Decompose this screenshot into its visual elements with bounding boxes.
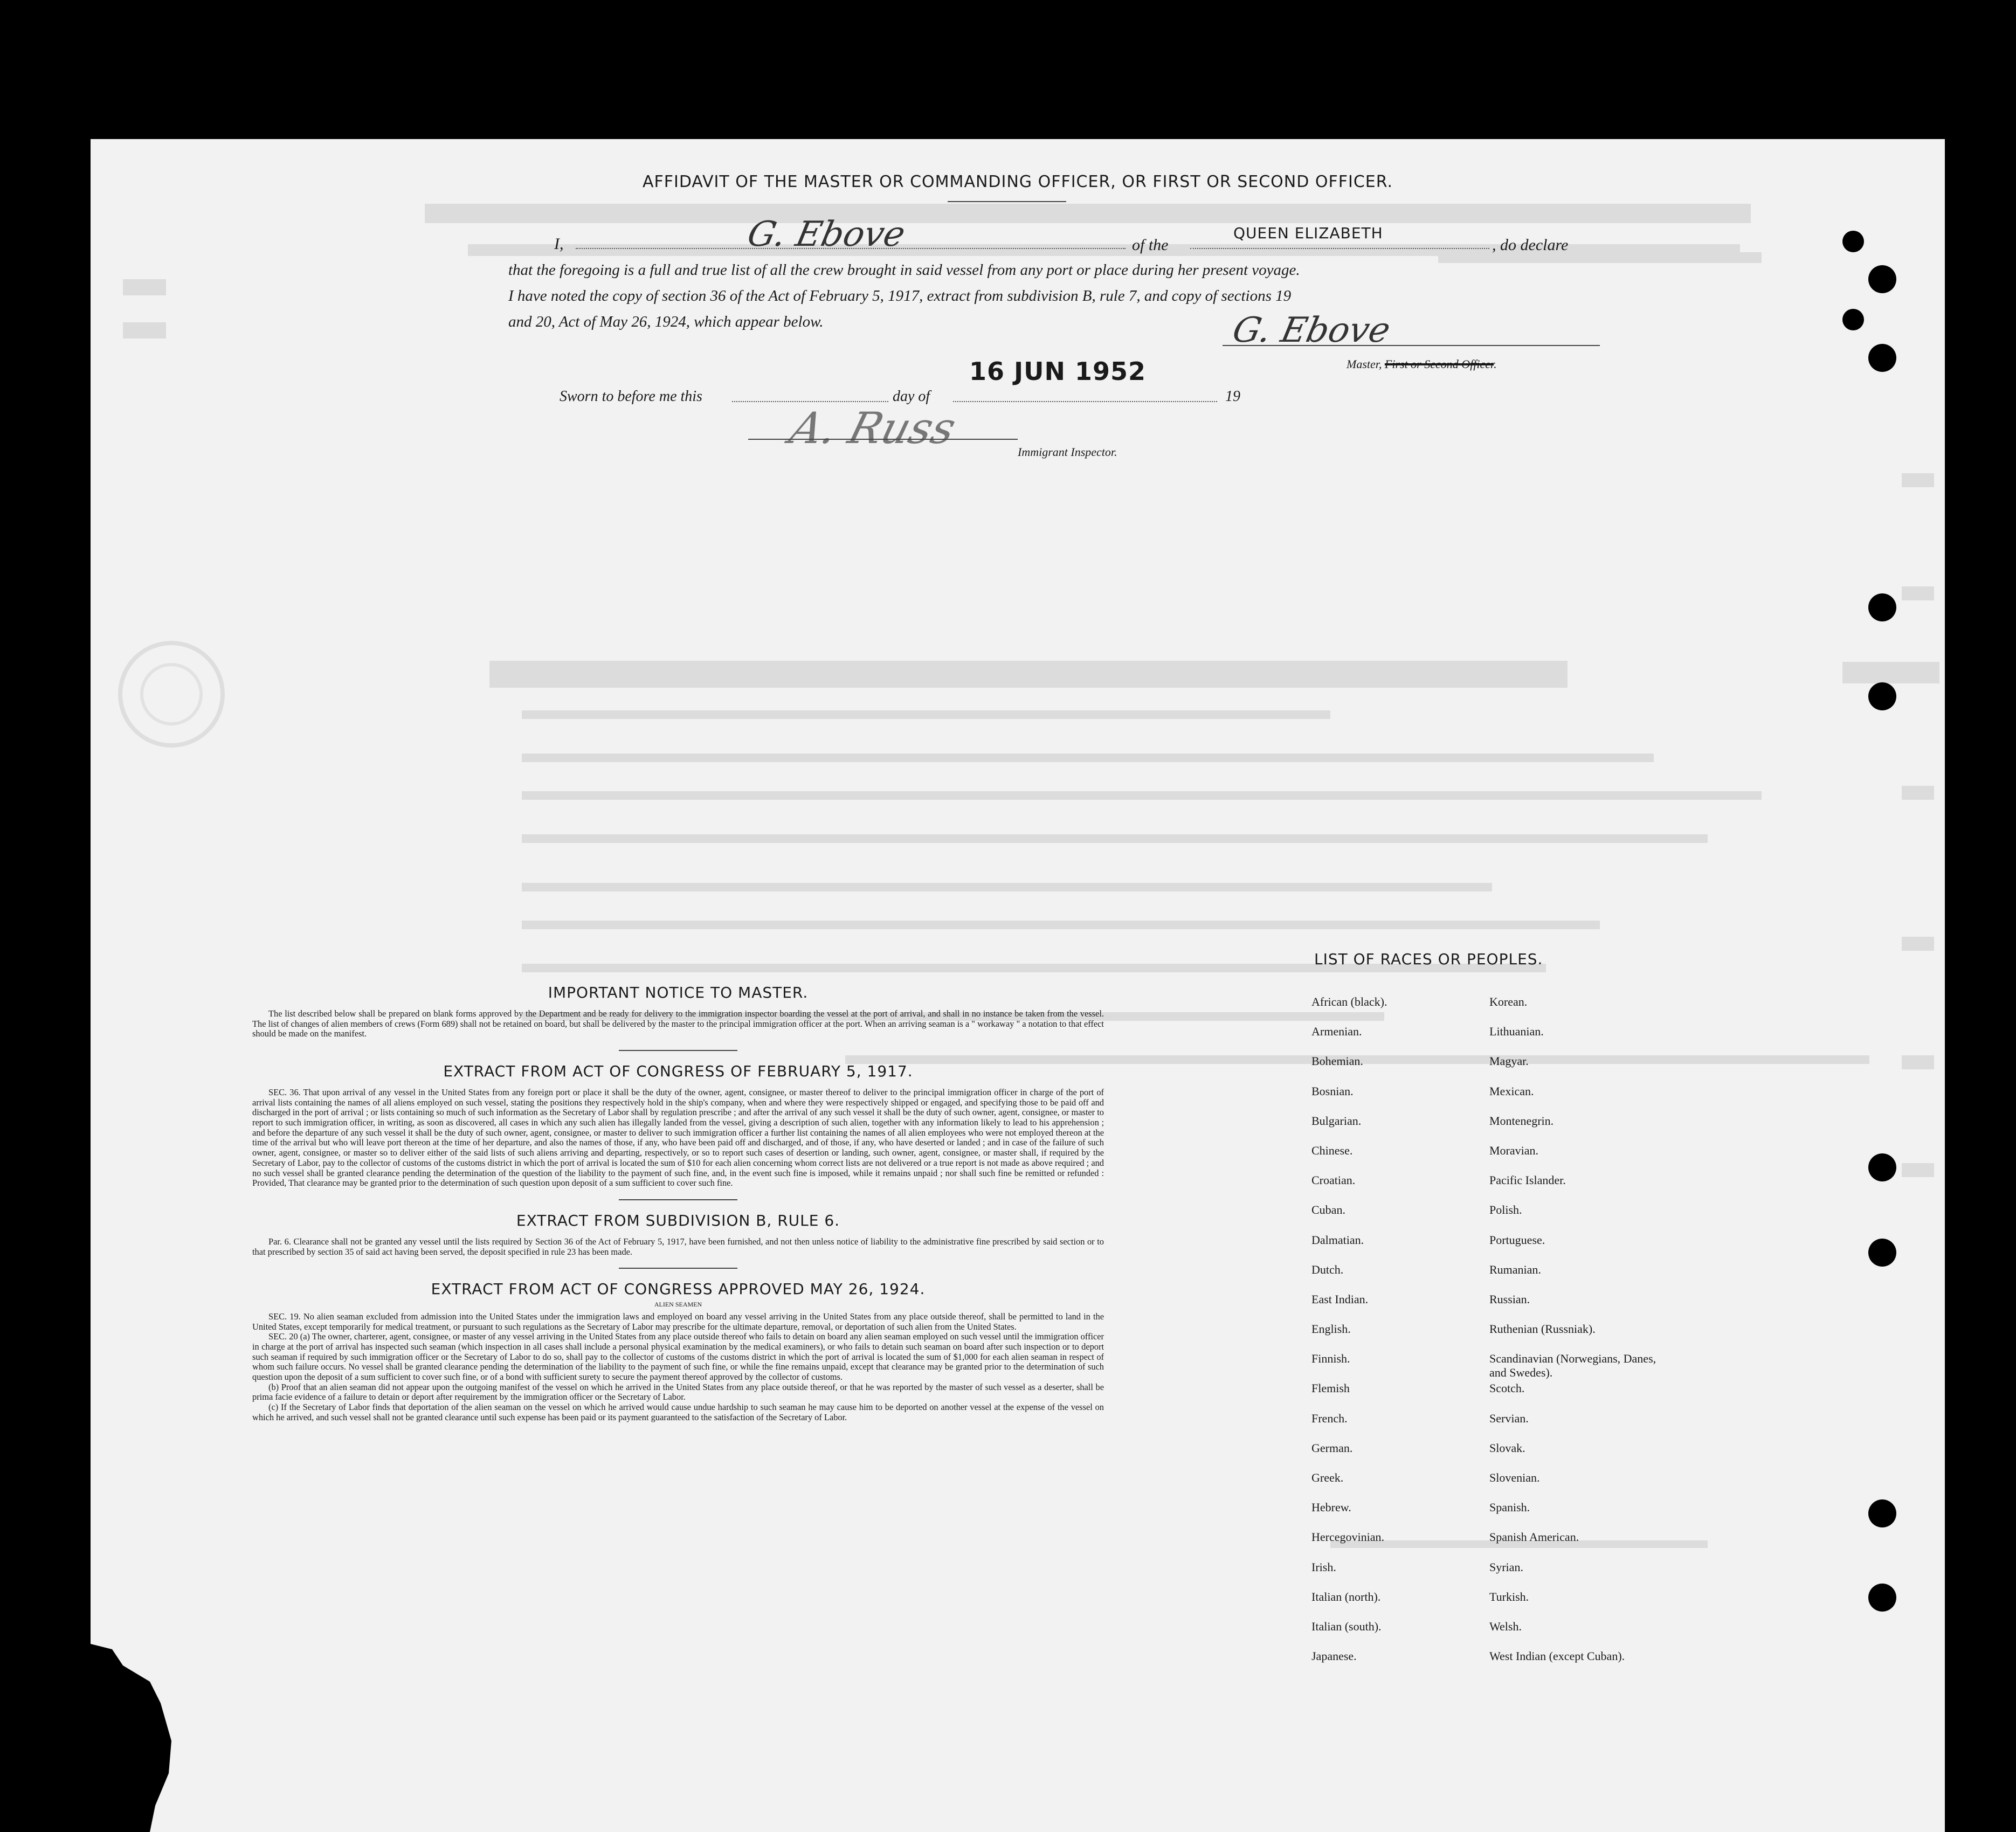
race-item: Spanish.	[1489, 1501, 1530, 1515]
year-label: 19	[1225, 388, 1240, 405]
day-line	[732, 401, 888, 402]
master-signature: G. Ebove	[1229, 310, 1394, 350]
extract-1917-title: EXTRACT FROM ACT OF CONGRESS OF FEBRUARY 5, 1917.	[443, 1062, 913, 1081]
punch-hole	[1868, 1499, 1896, 1527]
races-left-column	[1311, 995, 1473, 1679]
race-item: Welsh.	[1489, 1619, 1522, 1633]
race-item: Mexican.	[1489, 1084, 1534, 1098]
extract-1924-title: EXTRACT FROM ACT OF CONGRESS APPROVED MAY 26, 1924.	[431, 1280, 926, 1298]
month-line	[953, 401, 1217, 402]
race-item: Irish.	[1311, 1560, 1336, 1574]
race-item: Rumanian.	[1489, 1262, 1541, 1276]
race-item: Slovak.	[1489, 1441, 1525, 1455]
affidavit-title: AFFIDAVIT OF THE MASTER OR COMMANDING OFFICER, OR FIRST OR SECOND OFFICER.	[642, 172, 1393, 191]
race-item: Greek.	[1311, 1471, 1344, 1484]
divider	[619, 1268, 737, 1269]
race-item: African (black).	[1311, 995, 1387, 1008]
sworn-text: Sworn to before me this	[560, 388, 702, 405]
vessel-line	[1190, 248, 1489, 249]
race-item: Cuban.	[1311, 1203, 1345, 1217]
race-item: Moravian.	[1489, 1143, 1539, 1157]
punch-hole	[1868, 344, 1896, 372]
race-item: German.	[1311, 1441, 1353, 1455]
sec-19-body: SEC. 19. No alien seaman excluded from admission into the United States under the immigration laws and employed on board any vessel arriving in the United States from any place outside thereof, shall be permitted to land in the United States, except temporarily for medical treatment, or pursuant to such regulations as the Secretary of Labor may prescribe for the ultimate departure, removal, or deportation of such alien from the United States.	[252, 1311, 1104, 1332]
punch-hole	[1868, 1584, 1896, 1612]
divider	[619, 1199, 737, 1200]
affidavit-line-1: that the foregoing is a full and true list of all the crew brought in said vessel from any port or place during her present voyage.	[508, 261, 1300, 279]
race-item: Hebrew.	[1311, 1501, 1351, 1515]
affidavit-line-3: and 20, Act of May 26, 1924, which appear below.	[508, 313, 824, 330]
master-caption	[1347, 357, 1497, 371]
sec-20c-body: (c) If the Secretary of Labor finds that deportation of the alien seaman on the vessel on which he arrived would cause undue hardship to such seaman he may cause him to be deported on another vessel at the expense of the vessel on which he arrived, and such vessel shall not be granted clearance until such expense has been paid or its payment guaranteed to the satisfaction of the Secretary of Labor.	[252, 1402, 1104, 1422]
torn-corner	[91, 1644, 182, 1832]
race-item: Flemish	[1311, 1381, 1350, 1395]
races-right-column	[1489, 995, 1673, 1679]
race-item: Montenegrin.	[1489, 1114, 1554, 1128]
inspector-signature: A. Russ	[784, 403, 961, 453]
race-item: East Indian.	[1311, 1292, 1369, 1306]
race-item: Scotch.	[1489, 1381, 1525, 1395]
notice-title: IMPORTANT NOTICE TO MASTER.	[548, 984, 809, 1001]
master-label: Master,	[1347, 357, 1382, 371]
signer-signature: G. Ebove	[744, 215, 909, 254]
subdivision-title: EXTRACT FROM SUBDIVISION B, RULE 6.	[516, 1211, 840, 1229]
divider	[619, 1050, 737, 1051]
punch-hole	[1868, 265, 1896, 293]
race-item: Polish.	[1489, 1203, 1522, 1217]
race-item: Turkish.	[1489, 1589, 1529, 1603]
vessel-name: QUEEN ELIZABETH	[1233, 224, 1383, 242]
master-signature-line	[1223, 345, 1600, 346]
race-item: Spanish American.	[1489, 1530, 1579, 1544]
race-item: West Indian (except Cuban).	[1489, 1649, 1625, 1663]
inspector-signature-line	[748, 439, 1018, 440]
do-declare-label: , do declare	[1492, 236, 1569, 254]
divider	[948, 201, 1066, 202]
race-item: Scandinavian (Norwegians, Danes, and Swedes).	[1489, 1352, 1656, 1380]
affidavit-line-2: I have noted the copy of section 36 of the Act of February 5, 1917, extract from subdivision B, rule 7, and copy of sections 19	[508, 287, 1292, 305]
punch-hole	[1842, 309, 1864, 330]
race-item: Hercegovinian.	[1311, 1530, 1384, 1544]
i-label: I,	[554, 235, 564, 253]
legal-text-column	[252, 984, 1104, 1423]
day-of-label: day of	[893, 388, 930, 405]
race-item: Korean.	[1489, 995, 1528, 1008]
race-item: Finnish.	[1311, 1352, 1350, 1366]
alien-seamen-subtitle: ALIEN SEAMEN	[654, 1301, 702, 1309]
race-item: Italian (north).	[1311, 1589, 1381, 1603]
punch-hole	[1868, 1239, 1896, 1267]
race-item: Armenian.	[1311, 1025, 1362, 1039]
race-item: English.	[1311, 1322, 1351, 1336]
race-item: Bohemian.	[1311, 1054, 1363, 1068]
of-the-label: of the	[1132, 236, 1169, 254]
struck-officer-label: First or Second Officer	[1384, 357, 1494, 371]
inspector-label: Immigrant Inspector.	[1018, 445, 1117, 459]
race-item: Dutch.	[1311, 1262, 1344, 1276]
race-item: French.	[1311, 1411, 1348, 1425]
subdivision-body: Par. 6. Clearance shall not be granted any vessel until the lists required by Section 36 of the Act of February 5, 1917, have been furnished, and not then unless notice of liability to the administrative fine prescribed by said section or to that prescribed by section 35 of said act having been served, the deposit specified in rule 23 has been made.	[252, 1236, 1104, 1257]
race-item: Pacific Islander.	[1489, 1173, 1566, 1187]
sec-20a-body: SEC. 20 (a) The owner, charterer, agent, consignee, or master of any vessel arriving in the United States from any place outside thereof who fails to detain on board any alien seaman employed on such vessel until the immigration officer in charge at the port of arrival has inspected such seaman (which inspection in all cases shall include a personal physical examination by the medical examiners), or who fails to detain such seaman on board after such inspection or to deport such seaman if required by such immigration officer or the Secretary of Labor to do so, shall pay to the collector of customs of the customs district in which the port of arrival is located the sum of $1,000 for each alien seaman in respect of whom such failure occurs. No vessel shall be granted clearance pending the determination of the liability to the payment of such fine, or while the fine remains unpaid, except that clearance may be granted prior to the determination of such question upon the deposit of a sum sufficient to cover such fine, or of a bond with sufficient surety to secure the payment thereof approved by the collector of customs.	[252, 1331, 1104, 1382]
race-item: Slovenian.	[1489, 1471, 1540, 1484]
sec-20b-body: (b) Proof that an alien seaman did not appear upon the outgoing manifest of the vessel on which he arrived in the United States from any place outside thereof, or that he was reported by the master of such vessel as a deserter, shall be prima facie evidence of a failure to detain or deport after requirement by the immigration officer or the Secretary of Labor.	[252, 1381, 1104, 1402]
race-item: Magyar.	[1489, 1054, 1529, 1068]
race-item: Bosnian.	[1311, 1084, 1354, 1098]
race-item: Russian.	[1489, 1292, 1530, 1306]
race-item: Bulgarian.	[1311, 1114, 1362, 1128]
master-end: .	[1494, 357, 1497, 371]
punch-hole	[1868, 1153, 1896, 1181]
document-page	[91, 139, 1945, 1832]
race-item: Syrian.	[1489, 1560, 1523, 1574]
race-item: Lithuanian.	[1489, 1025, 1544, 1039]
race-item: Servian.	[1489, 1411, 1529, 1425]
notice-body: The list described below shall be prepared on blank forms approved by the Department and be ready for delivery to the immigration inspector boarding the vessel at the port of arrival, and shall in no instance be taken from the vessel. The list of changes of alien members of crews (Form 689) shall not be retained on board, but shall be delivered by the master to the principal immigration officer at the port. When an arriving seaman is a " workaway " a notation to that effect should be made on the manifest.	[252, 1008, 1104, 1039]
punch-hole	[1868, 593, 1896, 621]
punch-hole	[1842, 231, 1864, 252]
race-item: Italian (south).	[1311, 1619, 1382, 1633]
punch-hole	[1868, 682, 1896, 710]
races-title: LIST OF RACES OR PEOPLES.	[1314, 950, 1543, 968]
race-item: Chinese.	[1311, 1143, 1353, 1157]
race-item: Japanese.	[1311, 1649, 1357, 1663]
race-item: Portuguese.	[1489, 1233, 1545, 1247]
race-item: Dalmatian.	[1311, 1233, 1364, 1247]
extract-1917-body: SEC. 36. That upon arrival of any vessel in the United States from any foreign port or place it shall be the duty of the owner, agent, consignee, or master thereof to deliver to the principal immigration officer in charge of the port of arrival lists containing the names of all aliens employed on such vessel, stating the positions they respectively hold in the ship's company, when and where they were respectively shipped or engaged, and specifying those to be paid off and discharged in the port of arrival ; or lists containing so much of such information as the Secretary of Labor shall by regulation prescribe ; and after the arrival of any such vessel it shall be the duty of such owner, agent, consignee, or master to report to such immigration officer, in writing, as soon as discovered, all cases in which any such alien has illegally landed from the vessel, giving a description of such alien, together with any information likely to lead to his apprehension ; and before the departure of any such vessel it shall be the duty of such owner, agent, consignee, or master to deliver to such immigration officer a further list containing the names of all alien employees who were not employed thereon at the time of the arrival but who will leave port thereon at the time of her departure, and also the names of those, if any, who have been paid off and discharged, and of those, if any, who have deserted or landed ; and in case of the failure of such owner, agent, consignee, or master so to deliver either of the said lists of such aliens arriving and departing, respectively, or so to report such cases of desertion or landing, such owner, agent, consignee, or master shall, if required by the Secretary of Labor, pay to the collector of customs of the customs district in which the port of arrival is located the sum of $10 for each alien concerning whom correct lists are not delivered or a true report is not made as above required ; and no such vessel shall be granted clearance pending the determination of the question of the liability to the payment of such fine, and, in the event such fine is imposed, while it remains unpaid ; nor shall such fine be remitted or refunded : Provided, That clearance may be granted prior to the determination of such question upon deposit of a sum sufficient to cover such fine.	[252, 1087, 1104, 1188]
race-item: Ruthenian (Russniak).	[1489, 1322, 1596, 1336]
race-item: Croatian.	[1311, 1173, 1356, 1187]
date-stamp: 16 JUN 1952	[969, 357, 1147, 386]
